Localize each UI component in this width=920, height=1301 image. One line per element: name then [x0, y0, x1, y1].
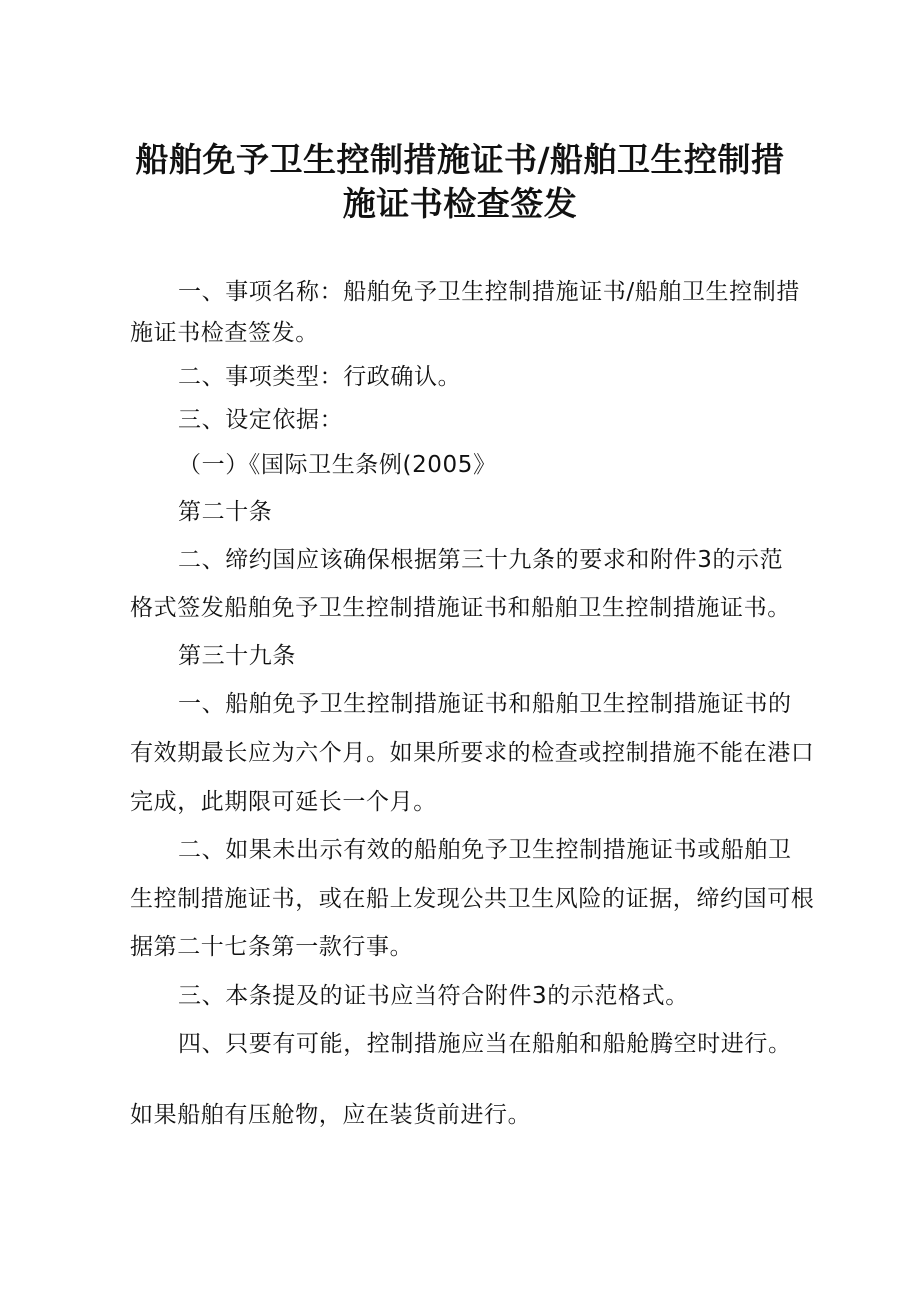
document-title-line-2: 施证书检查签发 — [342, 184, 578, 223]
article-20-paragraph-line-1: 二、缔约国应该确保根据第三十九条的要求和附件3的示范 — [178, 547, 784, 573]
item-basis-heading: 三、设定依据： — [178, 407, 344, 433]
article-20-heading: 第二十条 — [178, 499, 273, 525]
document-title-line-1: 船舶免予卫生控制措施证书/船舶卫生控制措 — [135, 140, 785, 179]
article-39-para-4: 四、只要有可能，控制措施应当在船舶和船舱腾空时进行。 — [178, 1031, 792, 1057]
article-39-para-1-line-1: 一、船舶免予卫生控制措施证书和船舶卫生控制措施证书的 — [178, 691, 792, 717]
article-39-para-4-continuation: 如果船舶有压舱物，应在装货前进行。 — [130, 1102, 532, 1128]
item-name-line-1: 一、事项名称：船舶免予卫生控制措施证书/船舶卫生控制措 — [178, 279, 800, 305]
article-39-para-1-line-2: 有效期最长应为六个月。如果所要求的检查或控制措施不能在港口 — [130, 740, 815, 766]
article-39-para-2-line-1: 二、如果未出示有效的船舶免予卫生控制措施证书或船舶卫 — [178, 837, 792, 863]
basis-regulation-title: （一）《国际卫生条例(2005》 — [178, 452, 497, 478]
item-type: 二、事项类型：行政确认。 — [178, 364, 462, 390]
article-39-para-2-line-3: 据第二十七条第一款行事。 — [130, 934, 414, 960]
item-name-line-2: 施证书检查签发。 — [130, 320, 319, 346]
article-39-para-2-line-2: 生控制措施证书，或在船上发现公共卫生风险的证据，缔约国可根 — [130, 886, 815, 912]
article-39-heading: 第三十九条 — [178, 643, 296, 669]
article-39-para-1-line-3: 完成，此期限可延长一个月。 — [130, 789, 437, 815]
article-39-para-3: 三、本条提及的证书应当符合附件3的示范格式。 — [178, 983, 689, 1009]
article-20-paragraph-line-2: 格式签发船舶免予卫生控制措施证书和船舶卫生控制措施证书。 — [130, 595, 791, 621]
